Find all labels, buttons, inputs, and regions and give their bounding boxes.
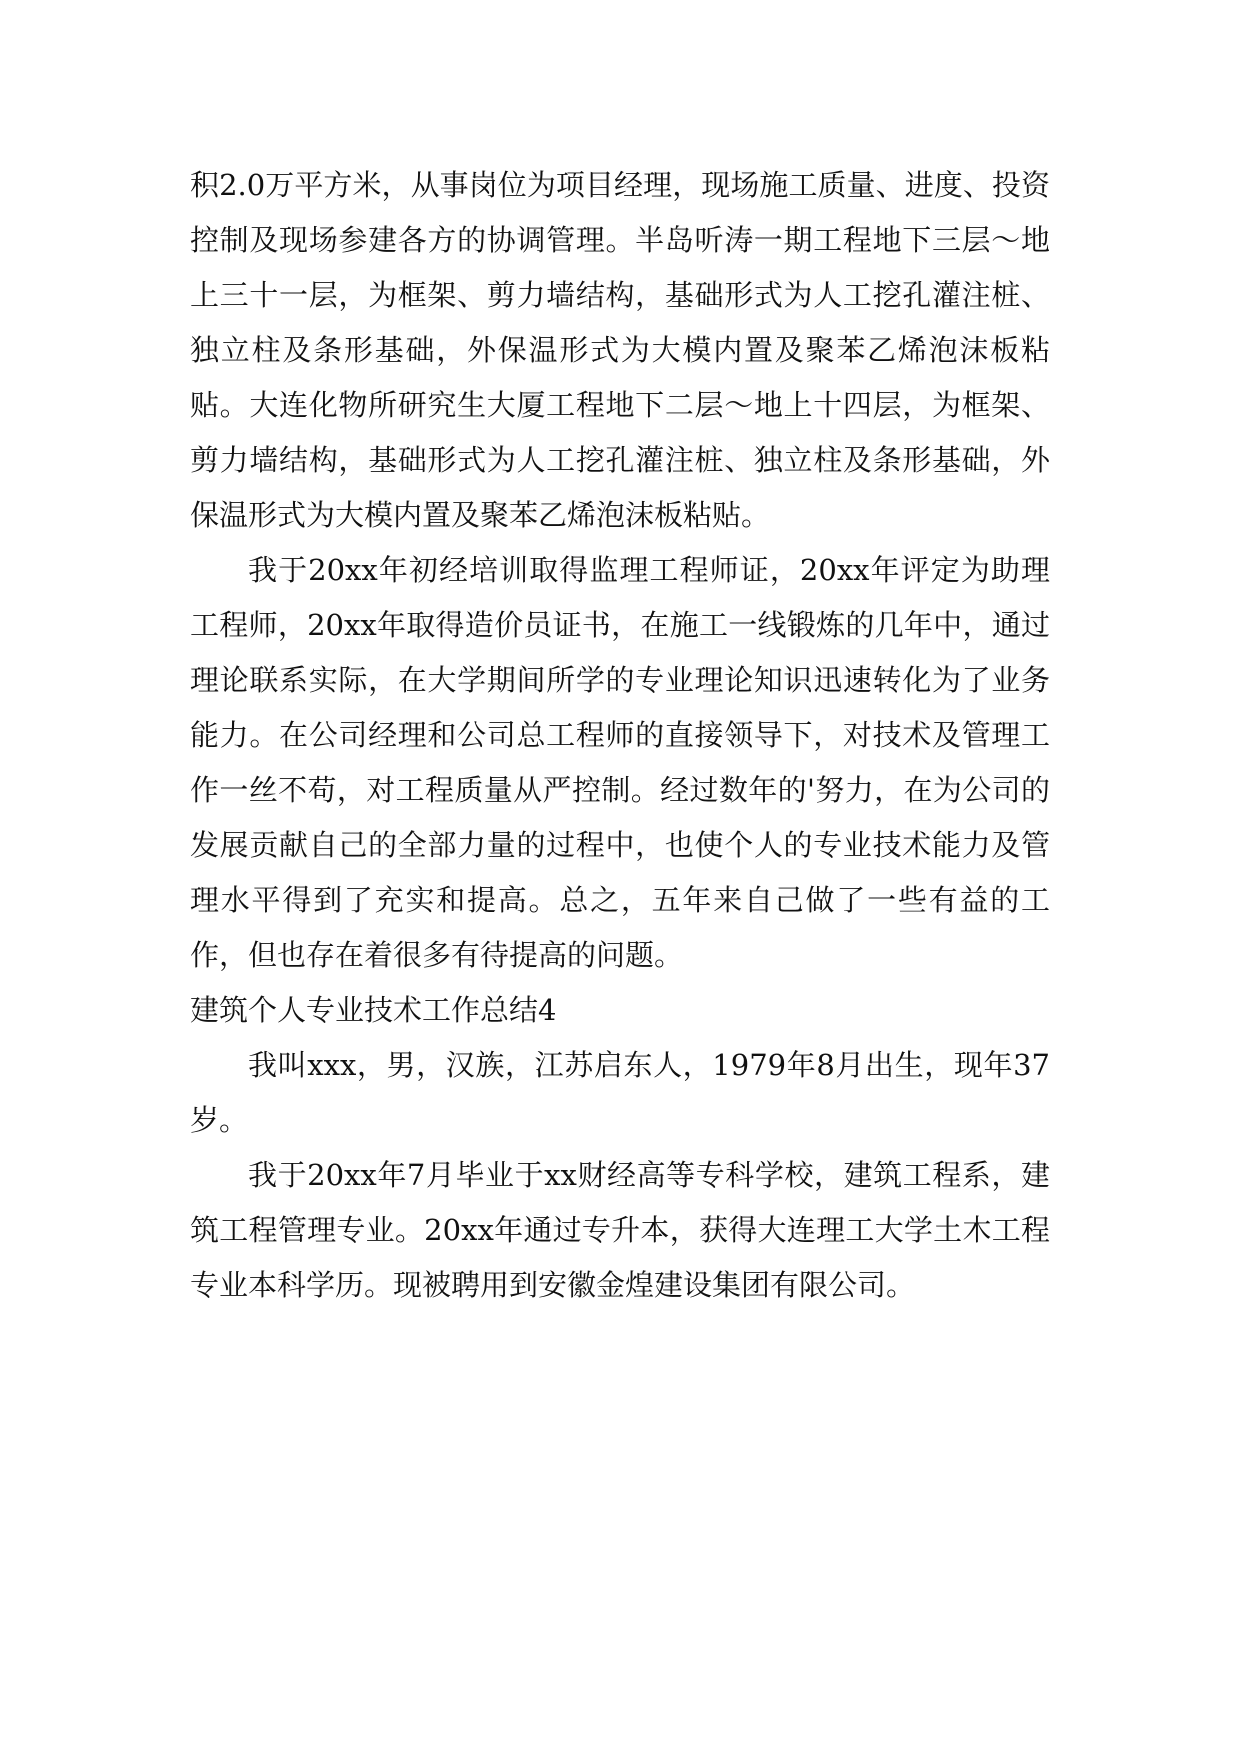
- paragraph-qualifications: 我于20xx年初经培训取得监理工程师证，20xx年评定为助理工程师，20xx年取得造价员证书，在施工一线锻炼的几年中，通过理论联系实际，在大学期间所学的专业理论知识迅速转化为了业务能力。在公司经理和公司总工程师的直接领导下，对技术及管理工作一丝不苟，对工程质量从严控制。经过数年的'努力，在为公司的发展贡献自己的全部力量的过程中，也使个人的专业技术能力及管理水平得到了充实和提高。总之，五年来自己做了一些有益的工作，但也存在着很多有待提高的问题。: [190, 553, 1050, 972]
- section-title: 建筑个人专业技术工作总结4: [190, 993, 557, 1027]
- paragraph-continued: 积2.0万平方米，从事岗位为项目经理，现场施工质量、进度、投资控制及现场参建各方的协调管理。半岛听涛一期工程地下三层～地上三十一层，为框架、剪力墙结构，基础形式为人工挖孔灌注桩、独立柱及条形基础，外保温形式为大模内置及聚苯乙烯泡沫板粘贴。大连化物所研究生大厦工程地下二层～地上十四层，为框架、剪力墙结构，基础形式为人工挖孔灌注桩、独立柱及条形基础，外保温形式为大模内置及聚苯乙烯泡沫板粘贴。: [190, 168, 1050, 532]
- paragraph-education: 我于20xx年7月毕业于xx财经高等专科学校，建筑工程系，建筑工程管理专业。20xx年通过专升本，获得大连理工大学土木工程专业本科学历。现被聘用到安徽金煌建设集团有限公司。: [190, 1158, 1050, 1302]
- paragraph-personal-info: 我叫xxx，男，汉族，江苏启东人，1979年8月出生，现年37岁。: [190, 1048, 1050, 1137]
- document-page: [190, 158, 1050, 1313]
